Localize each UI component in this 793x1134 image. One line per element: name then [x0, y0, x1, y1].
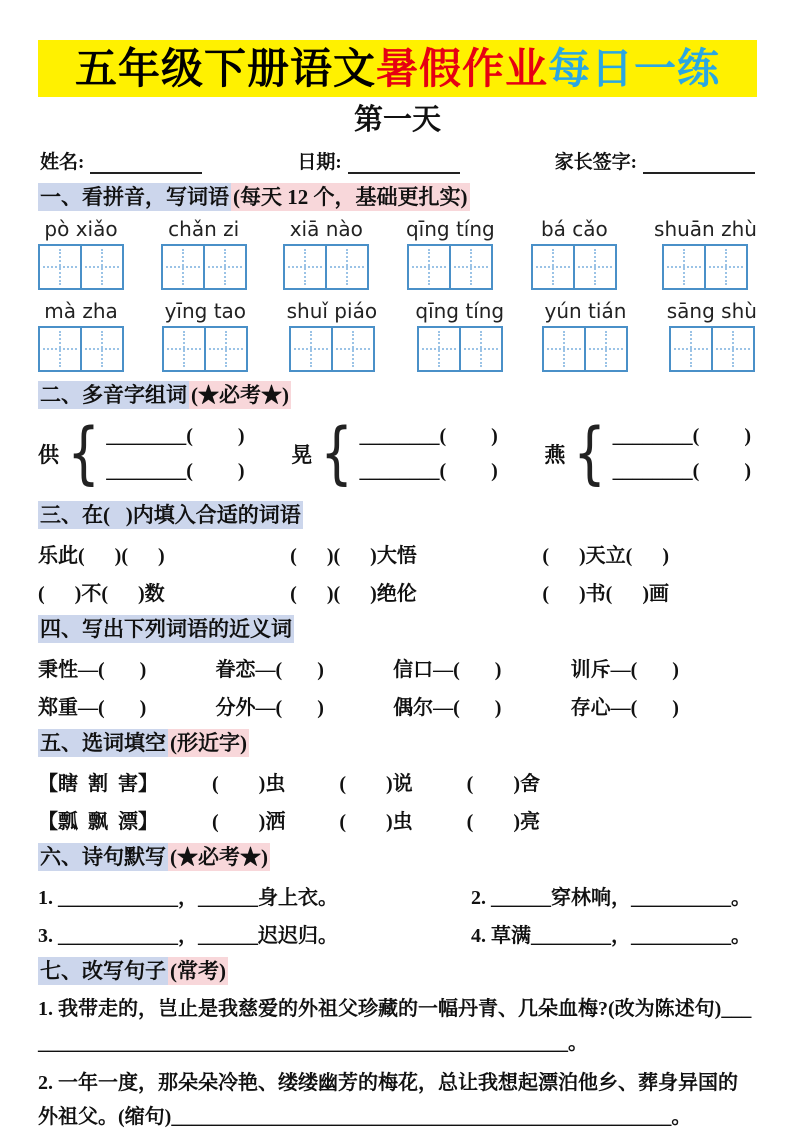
- char-label: 燕: [544, 443, 566, 467]
- idiom-row-1: [38, 539, 757, 568]
- grid-cell: [573, 244, 617, 290]
- brace-glyph: {: [573, 414, 607, 493]
- multi-pronunciation-row: [38, 416, 757, 492]
- grid-cell: [584, 326, 628, 372]
- pinyin-item: [415, 299, 504, 372]
- answer-lines: [359, 425, 497, 483]
- signature-blank-line: [643, 154, 755, 174]
- poetry-row-1: [38, 881, 757, 910]
- writing-grid: [407, 244, 493, 290]
- synonym-item: 信口—( ): [393, 659, 502, 681]
- info-row: [38, 147, 757, 174]
- section-1-pinyin-writing: [38, 182, 757, 372]
- poetry-item: 1. ____________，______身上衣。: [38, 887, 338, 909]
- idiom-item: ( )不( )数: [38, 583, 165, 605]
- pinyin-item: [542, 299, 628, 372]
- section-5-note: (形近字): [170, 731, 247, 755]
- pinyin-row-2: [38, 299, 757, 372]
- answer-blank: ________( ): [612, 425, 751, 447]
- section-4-synonyms: [38, 614, 757, 720]
- grid-cell: [542, 326, 586, 372]
- section-2-heading: [38, 380, 757, 410]
- answer-lines: [106, 425, 244, 483]
- synonym-item: 偶尔—( ): [393, 697, 502, 719]
- word-choice-item: ( )洒: [212, 811, 286, 833]
- brace-glyph: {: [67, 414, 100, 493]
- synonym-item: 秉性—( ): [38, 659, 147, 681]
- section-5-word-choice: [38, 728, 757, 834]
- grid-cell: [449, 244, 493, 290]
- section-2-note: (★必考★): [191, 383, 289, 407]
- section-7-rewrite-sentences: [38, 956, 757, 1134]
- writing-grid: [38, 244, 124, 290]
- writing-grid: [38, 326, 124, 372]
- writing-grid: [283, 244, 369, 290]
- char-group-huang: [291, 416, 498, 492]
- title-summer-homework: 暑假作业: [375, 45, 548, 92]
- worksheet-title-banner: [38, 40, 757, 97]
- grid-cell: [80, 244, 124, 290]
- pinyin-item: [287, 299, 377, 372]
- pinyin-label: yīng tao: [164, 299, 247, 323]
- pinyin-label: qīng tíng: [405, 217, 495, 241]
- grid-cell: [283, 244, 327, 290]
- synonym-row-2: [38, 691, 757, 720]
- writing-grid: [417, 326, 503, 372]
- pinyin-item: [667, 299, 757, 372]
- option-set: 【瓢 飘 漂】: [38, 811, 158, 833]
- char-group-yan: [544, 416, 751, 492]
- section-7-title: 七、改写句子: [40, 959, 166, 983]
- pinyin-label: xiā nào: [289, 217, 363, 241]
- synonym-item: 训斥—( ): [570, 659, 679, 681]
- section-3-fill-idioms: [38, 500, 757, 606]
- pinyin-item: [38, 299, 124, 372]
- char-label: 晃: [291, 443, 313, 467]
- section-6-poetry-dictation: [38, 842, 757, 948]
- pinyin-item: [654, 217, 757, 290]
- writing-grid: [289, 326, 375, 372]
- brace-glyph: {: [320, 414, 354, 493]
- title-daily-practice: 每日一练: [548, 45, 721, 92]
- char-group-gong: [38, 416, 245, 492]
- date-blank-line: [348, 154, 460, 174]
- section-2-multi-pronunciation: [38, 380, 757, 492]
- pinyin-item: [406, 217, 495, 290]
- grid-cell: [161, 244, 205, 290]
- grid-cell: [459, 326, 503, 372]
- writing-grid: [662, 244, 748, 290]
- grid-cell: [407, 244, 451, 290]
- pinyin-label: yún tián: [544, 299, 627, 323]
- poetry-item: 3. ____________，______迟迟归。: [38, 925, 338, 947]
- signature-label: 家长签字:: [554, 152, 637, 173]
- grid-cell: [531, 244, 575, 290]
- grid-cell: [203, 244, 247, 290]
- poetry-item: 4. 草满________，__________。: [471, 925, 751, 947]
- pinyin-label: qīng tíng: [415, 299, 505, 323]
- pinyin-label: chǎn zi: [168, 217, 240, 241]
- answer-blank: ________( ): [106, 460, 245, 482]
- pinyin-label: bá cǎo: [540, 217, 608, 241]
- grid-cell: [80, 326, 124, 372]
- poetry-item: 2. ______穿林响，__________。: [471, 887, 751, 909]
- pinyin-label: sāng shù: [666, 299, 757, 323]
- idiom-item: ( )书( )画: [542, 583, 669, 605]
- section-5-title: 五、选词填空: [40, 731, 166, 755]
- idiom-item: ( )( )大悟: [290, 545, 417, 567]
- idiom-item: 乐此( )( ): [38, 545, 165, 567]
- grid-cell: [204, 326, 248, 372]
- pinyin-item: [38, 217, 124, 290]
- word-choice-row-2: [38, 805, 757, 834]
- word-choice-item: ( )亮: [466, 811, 540, 833]
- section-6-note: (★必考★): [170, 845, 268, 869]
- section-3-title: 三、在( )内填入合适的词语: [40, 503, 301, 527]
- option-set: 【瞎 割 害】: [38, 773, 158, 795]
- date-field: [297, 147, 459, 174]
- word-choice-item: ( )说: [339, 773, 413, 795]
- grid-cell: [325, 244, 369, 290]
- pinyin-label: mà zha: [44, 299, 118, 323]
- grid-cell: [662, 244, 706, 290]
- poetry-row-2: [38, 919, 757, 948]
- pinyin-item: [283, 217, 369, 290]
- answer-lines: [613, 425, 751, 483]
- section-5-heading: [38, 728, 757, 758]
- section-2-title: 二、多音字组词: [40, 383, 187, 407]
- pinyin-item: [162, 299, 248, 372]
- writing-grid: [162, 326, 248, 372]
- section-4-title: 四、写出下列词语的近义词: [40, 617, 292, 641]
- writing-grid: [669, 326, 755, 372]
- section-1-note: (每天 12 个，基础更扎实): [233, 185, 468, 209]
- section-7-note: (常考): [170, 959, 226, 983]
- word-choice-item: ( )虫: [339, 811, 413, 833]
- day-title: 第一天: [353, 104, 441, 136]
- section-1-title: 一、看拼音，写词语: [40, 185, 229, 209]
- pinyin-item: [531, 217, 617, 290]
- answer-blank: ________( ): [359, 425, 498, 447]
- grid-cell: [704, 244, 748, 290]
- grid-cell: [669, 326, 713, 372]
- pinyin-row-1: [38, 217, 757, 290]
- synonym-item: 眷恋—( ): [215, 659, 324, 681]
- rewrite-item-2: 2. 一年一度，那朵朵冷艳、缕缕幽芳的梅花，总让我想起漂泊他乡、葬身异国的外祖父。(缩句)__________________________________________________。: [38, 1072, 738, 1128]
- name-blank-line: [90, 154, 202, 174]
- idiom-row-2: [38, 577, 757, 606]
- synonym-item: 存心—( ): [570, 697, 679, 719]
- pinyin-label: shuān zhù: [654, 217, 757, 241]
- grid-cell: [331, 326, 375, 372]
- section-4-heading: [38, 614, 757, 644]
- writing-grid: [542, 326, 628, 372]
- section-6-title: 六、诗句默写: [40, 845, 166, 869]
- section-6-heading: [38, 842, 757, 872]
- pinyin-label: shuǐ piáo: [286, 299, 378, 323]
- writing-grid: [161, 244, 247, 290]
- section-3-heading: [38, 500, 757, 530]
- section-7-heading: [38, 956, 757, 986]
- word-choice-item: ( )舍: [466, 773, 540, 795]
- date-label: 日期:: [297, 152, 342, 173]
- grid-cell: [289, 326, 333, 372]
- pinyin-label: pò xiǎo: [44, 217, 118, 241]
- synonym-item: 郑重—( ): [38, 697, 147, 719]
- name-field: [40, 147, 202, 174]
- signature-field: [555, 147, 755, 174]
- title-grade-subject: 五年级下册语文: [74, 45, 376, 92]
- synonym-row-1: [38, 653, 757, 682]
- section-1-heading: [38, 182, 757, 212]
- idiom-item: ( )天立( ): [542, 545, 669, 567]
- word-choice-item: ( )虫: [212, 773, 286, 795]
- grid-cell: [162, 326, 206, 372]
- grid-cell: [38, 244, 82, 290]
- pinyin-item: [161, 217, 247, 290]
- char-label: 供: [38, 443, 59, 467]
- answer-blank: ________( ): [106, 425, 245, 447]
- answer-blank: ________( ): [359, 460, 498, 482]
- grid-cell: [417, 326, 461, 372]
- writing-grid: [531, 244, 617, 290]
- idiom-item: ( )( )绝伦: [290, 583, 417, 605]
- name-label: 姓名:: [40, 152, 85, 173]
- synonym-item: 分外—( ): [215, 697, 324, 719]
- answer-blank: ________( ): [612, 460, 751, 482]
- grid-cell: [38, 326, 82, 372]
- rewrite-item-1: 1. 我带走的，岂止是我慈爱的外祖父珍藏的一幅丹青、几朵血梅?(改为陈述句)________________________________________________________。: [38, 998, 752, 1054]
- grid-cell: [711, 326, 755, 372]
- word-choice-row-1: [38, 767, 757, 796]
